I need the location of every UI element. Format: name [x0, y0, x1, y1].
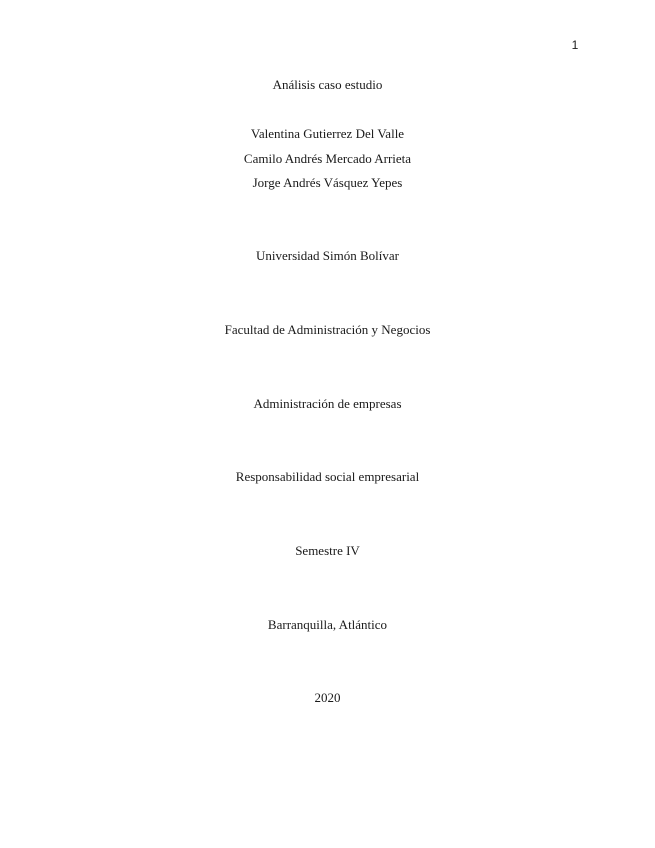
semester: Semestre IV: [295, 543, 360, 558]
author-3: Jorge Andrés Vásquez Yepes: [252, 175, 403, 190]
document-title: Análisis caso estudio: [272, 77, 383, 92]
program: Administración de empresas: [253, 396, 402, 411]
author-2: Camilo Andrés Mercado Arrieta: [243, 151, 412, 166]
university: Universidad Simón Bolívar: [256, 248, 399, 263]
course: Responsabilidad social empresarial: [235, 469, 420, 484]
location: Barranquilla, Atlántico: [267, 617, 388, 632]
year: 2020: [314, 690, 341, 705]
page-number: 1: [571, 38, 579, 52]
author-1: Valentina Gutierrez Del Valle: [250, 126, 405, 141]
faculty: Facultad de Administración y Negocios: [224, 322, 431, 337]
